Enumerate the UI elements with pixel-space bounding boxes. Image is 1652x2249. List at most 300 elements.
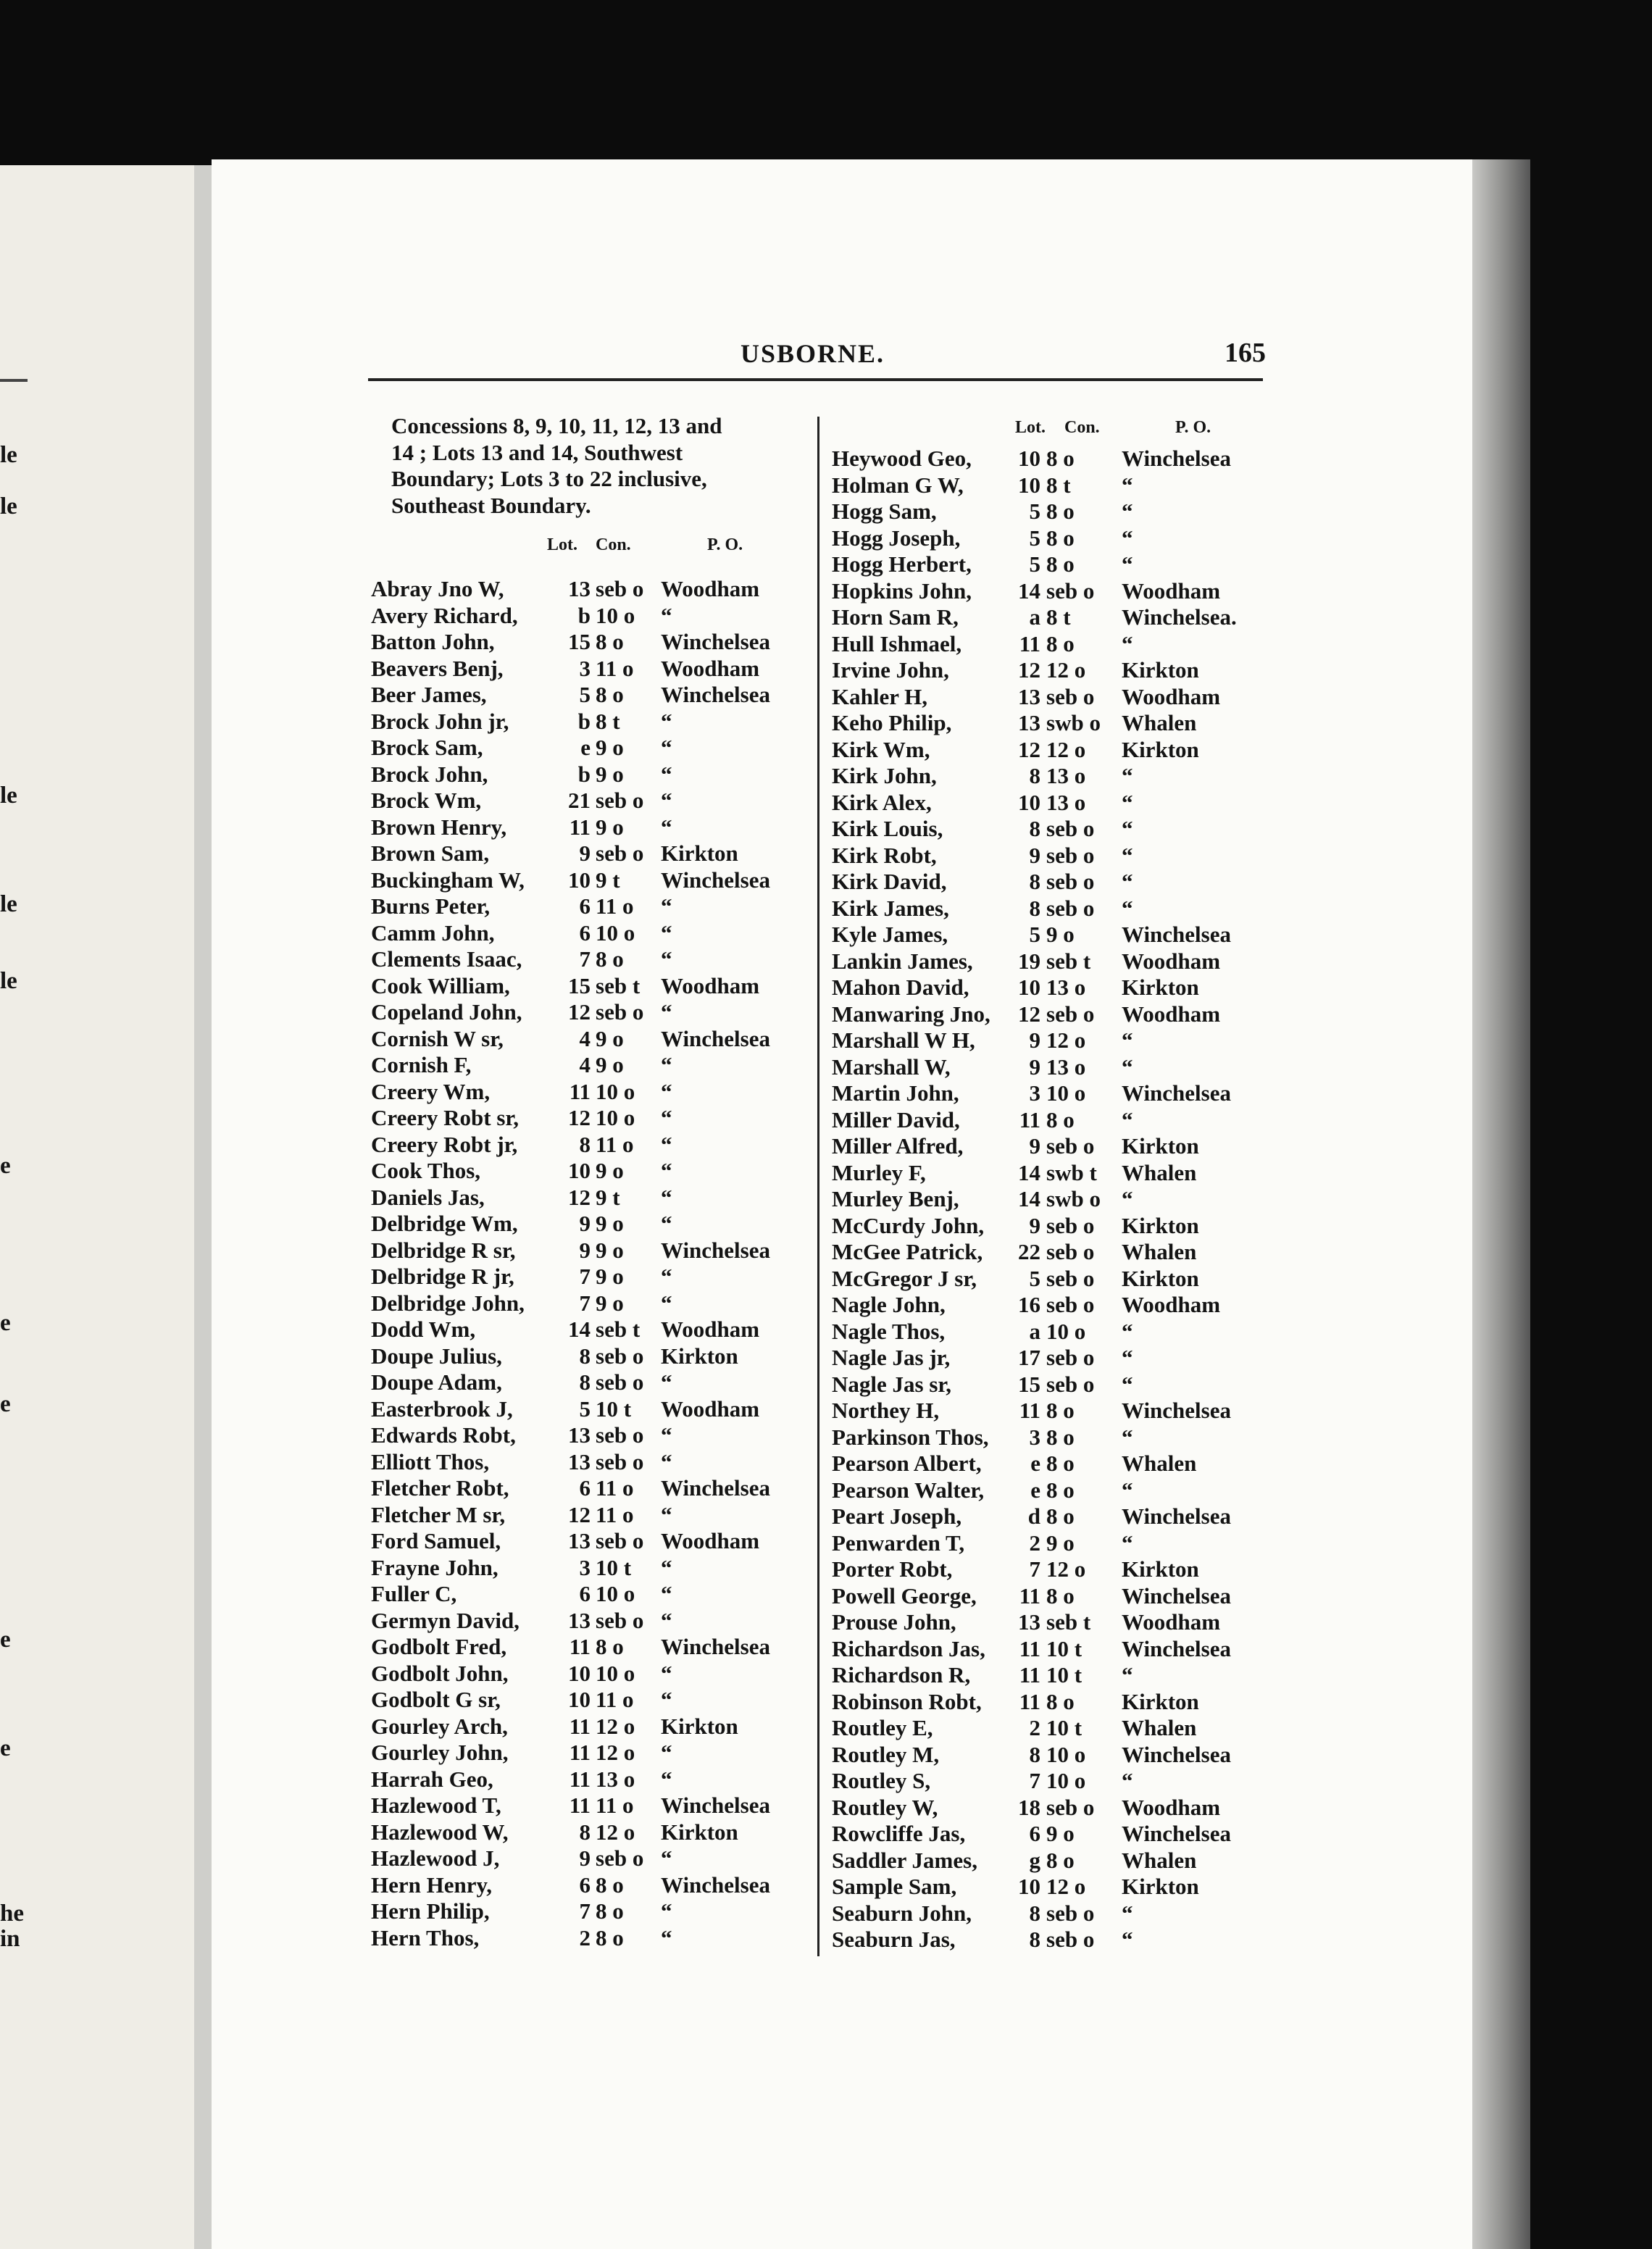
entry-lot: 7 [579, 946, 591, 972]
entry-row [832, 896, 1267, 922]
entry-po: “ [661, 1158, 672, 1183]
entry-lot: 14 [1018, 1186, 1040, 1211]
entry-row [832, 1795, 1267, 1822]
entry-lot: 2 [579, 1924, 591, 1950]
entry-lot: 6 [579, 919, 591, 946]
entry-name: Cornish F, [371, 1052, 472, 1077]
entry-name: Camm John, [371, 919, 495, 946]
entry-con: 13 o [1046, 763, 1086, 788]
entry-po: Winchelsea [1122, 1080, 1231, 1106]
left-page-edge [0, 165, 194, 2249]
intro-line: Concessions 8, 9, 10, 11, 12, 13 and [391, 413, 722, 438]
entry-lot: 10 [568, 1687, 591, 1712]
entry-lot: 12 [1018, 1001, 1040, 1027]
entry-name: Brock John jr, [371, 708, 509, 734]
entry-lot: 6 [1029, 1821, 1040, 1846]
entry-con: 10 t [596, 1395, 632, 1422]
entry-name: Prouse John, [832, 1609, 956, 1635]
entry-po: “ [1122, 1927, 1133, 1952]
entry-name: Nagle John, [832, 1292, 946, 1317]
intro-line: Southeast Boundary. [391, 492, 591, 518]
entry-row [371, 1714, 806, 1740]
entry-po: “ [661, 814, 672, 840]
entry-row [371, 762, 806, 788]
entry-name: Richardson R, [832, 1662, 971, 1687]
entry-con: 8 o [1046, 446, 1075, 471]
entry-row [371, 1211, 806, 1238]
entry-po: “ [661, 1105, 672, 1130]
entry-con: 10 o [1046, 1318, 1086, 1344]
entry-name: Kirk James, [832, 895, 949, 921]
entry-con: seb o [1046, 1371, 1095, 1397]
entry-lot: 12 [1018, 736, 1040, 762]
entry-po: “ [661, 1184, 672, 1210]
entry-lot: 9 [1029, 1133, 1040, 1159]
entry-con: 13 o [1046, 789, 1086, 815]
column-divider [817, 417, 819, 1956]
entry-con: 9 o [1046, 1821, 1075, 1846]
entry-name: Doupe Adam, [371, 1369, 502, 1395]
entry-lot: 7 [579, 1290, 591, 1316]
entry-row [371, 1343, 806, 1370]
entry-po: Woodham [661, 576, 760, 601]
entry-con: 10 o [596, 1660, 635, 1686]
entry-row [371, 920, 806, 947]
entry-name: Brock John, [371, 761, 488, 787]
entry-po: Whalen [1122, 710, 1197, 735]
entry-row [371, 735, 806, 762]
entry-row [371, 1766, 806, 1793]
entry-po: Kirkton [1122, 1874, 1199, 1899]
entry-po: Winchelsea. [1122, 604, 1237, 630]
entry-lot: 11 [569, 1634, 591, 1659]
intro-line: Boundary; Lots 3 to 22 inclusive, [391, 466, 707, 491]
entry-name: Hogg Joseph, [832, 525, 961, 551]
entry-name: Hull Ishmael, [832, 630, 962, 656]
entry-lot: 11 [569, 1078, 591, 1104]
entry-lot: 8 [579, 1819, 591, 1845]
entry-lot: 12 [568, 999, 591, 1025]
entry-con: 11 o [596, 655, 634, 681]
entry-po: “ [1122, 1530, 1133, 1556]
entry-con: seb o [596, 1845, 644, 1871]
entry-name: Batton John, [371, 629, 495, 654]
entry-lot: 2 [1029, 1715, 1040, 1740]
entry-lot: 9 [579, 1845, 591, 1871]
entry-con: seb t [1046, 1609, 1091, 1635]
entry-po: “ [1122, 763, 1133, 788]
entry-lot: 5 [1029, 922, 1040, 947]
entry-con: seb o [596, 1422, 644, 1448]
entry-name: Harrah Geo, [371, 1766, 493, 1792]
entry-po: “ [1122, 895, 1133, 921]
entry-con: 8 o [1046, 1451, 1075, 1476]
entry-lot: 6 [579, 1581, 591, 1606]
entry-row [832, 1027, 1267, 1054]
entry-po: “ [661, 1131, 672, 1157]
entry-row [832, 1001, 1267, 1028]
entry-row [832, 472, 1267, 499]
entry-row [371, 709, 806, 735]
entry-row [371, 1026, 806, 1053]
entry-lot: 5 [579, 1395, 591, 1422]
entry-lot: 10 [1018, 472, 1040, 498]
entry-row [832, 790, 1267, 817]
entry-con: 8 o [1046, 1106, 1075, 1132]
entry-row [371, 814, 806, 841]
entry-lot: b [577, 602, 591, 628]
entry-row [832, 1848, 1267, 1874]
entry-row [371, 1317, 806, 1343]
intro-line: 14 ; Lots 13 and 14, Southwest [391, 439, 683, 465]
entry-row [832, 1874, 1267, 1900]
entry-name: Copeland John, [371, 999, 522, 1025]
entry-lot: 10 [568, 1158, 591, 1183]
entry-con: 8 o [596, 1872, 624, 1898]
entry-lot: 3 [579, 655, 591, 681]
entry-con: seb o [1046, 1345, 1095, 1370]
entry-name: Horn Sam R, [832, 604, 959, 630]
entry-con: 8 t [596, 708, 620, 734]
entry-row [832, 1636, 1267, 1663]
entry-lot: b [577, 761, 591, 787]
entry-name: Delbridge R sr, [371, 1237, 516, 1263]
entry-name: Irvine John, [832, 657, 949, 683]
entry-po: “ [661, 1422, 672, 1448]
entry-name: Gourley Arch, [371, 1713, 508, 1739]
entry-po: “ [661, 788, 672, 813]
entry-con: 8 o [1046, 630, 1075, 656]
entry-po: Kirkton [661, 1713, 738, 1739]
entry-name: Parkinson Thos, [832, 1424, 989, 1450]
entry-lot: 3 [1029, 1080, 1040, 1106]
entry-lot: d [1027, 1503, 1040, 1529]
entry-name: Cook William, [371, 972, 510, 998]
entry-con: seb o [1046, 683, 1095, 709]
entry-lot: 8 [579, 1343, 591, 1369]
entry-lot: 6 [579, 893, 591, 919]
entry-row [371, 1502, 806, 1529]
entry-name: Penwarden T, [832, 1530, 965, 1556]
entry-row [832, 1186, 1267, 1213]
entry-row [371, 1687, 806, 1714]
entry-po: Winchelsea [661, 1025, 770, 1051]
entry-row [371, 946, 806, 973]
po-header: P. O. [1175, 418, 1211, 437]
entry-row [832, 1821, 1267, 1848]
entry-lot: 7 [579, 1898, 591, 1924]
entry-po: “ [1122, 1106, 1133, 1132]
entry-con: 8 o [596, 946, 624, 972]
entry-name: Hern Henry, [371, 1872, 493, 1898]
left-page-rule [0, 379, 28, 382]
entry-po: Winchelsea [661, 1872, 770, 1898]
entry-name: Nagle Jas sr, [832, 1371, 952, 1397]
entry-lot: 12 [568, 1501, 591, 1527]
entry-name: Delbridge R jr, [371, 1264, 514, 1289]
entry-name: Martin John, [832, 1080, 959, 1106]
entry-row [371, 867, 806, 894]
entry-row [832, 1213, 1267, 1240]
entry-row [832, 498, 1267, 525]
entry-po: “ [661, 1766, 672, 1792]
entry-row [371, 1608, 806, 1635]
entry-lot: 12 [1018, 657, 1040, 683]
entry-lot: 3 [579, 1554, 591, 1580]
entry-row [832, 975, 1267, 1001]
entry-con: 11 o [596, 1475, 634, 1501]
entry-po: “ [1122, 525, 1133, 551]
entry-lot: 8 [579, 1131, 591, 1157]
entry-po: Kirkton [1122, 736, 1199, 762]
entry-name: Mahon David, [832, 975, 969, 1000]
entry-lot: 14 [1018, 577, 1040, 604]
entry-con: 10 o [596, 1581, 635, 1606]
entry-con: 11 o [596, 1131, 634, 1157]
entry-row [832, 816, 1267, 843]
entry-name: Seaburn Jas, [832, 1927, 956, 1952]
entry-name: Beavers Benj, [371, 655, 504, 681]
entry-row [371, 576, 806, 603]
entry-po: “ [1122, 1345, 1133, 1370]
entry-con: seb o [1046, 816, 1095, 841]
entry-po: Woodham [661, 1528, 760, 1553]
entry-lot: 11 [1019, 1662, 1040, 1687]
entry-po: Whalen [1122, 1715, 1197, 1740]
entry-po: Kirkton [1122, 1556, 1199, 1582]
entry-con: seb t [596, 972, 641, 998]
entry-row [832, 1239, 1267, 1266]
entry-row [371, 1872, 806, 1899]
entry-con: 9 o [596, 1237, 624, 1263]
entry-row [371, 603, 806, 630]
entry-lot: 13 [1018, 1609, 1040, 1635]
entry-con: 12 o [1046, 1027, 1086, 1053]
entry-name: Beer James, [371, 682, 487, 707]
entry-name: Routley M, [832, 1741, 940, 1767]
entry-lot: 11 [1019, 1106, 1040, 1132]
intro-paragraph [391, 413, 801, 519]
entry-row [832, 1054, 1267, 1081]
entry-con: 8 o [1046, 1582, 1075, 1608]
entry-name: Delbridge Wm, [371, 1211, 518, 1236]
entry-row [371, 1449, 806, 1476]
entry-po: Winchelsea [1122, 1821, 1231, 1846]
entry-row [832, 1768, 1267, 1795]
entry-po: “ [661, 946, 672, 972]
left-page-fragment: le [0, 968, 17, 994]
entry-name: Kyle James, [832, 922, 948, 947]
entry-po: Winchelsea [661, 1793, 770, 1818]
entry-con: 8 o [1046, 1503, 1075, 1529]
entry-con: seb o [596, 788, 644, 813]
entry-po: Kirkton [1122, 657, 1199, 683]
entry-con: swb o [1046, 710, 1101, 735]
entry-con: swb o [1046, 1186, 1101, 1211]
entry-lot: 9 [1029, 842, 1040, 868]
entry-con: seb o [596, 1607, 644, 1633]
entry-con: seb t [1046, 948, 1091, 974]
entry-po: “ [661, 1448, 672, 1474]
entry-po: Woodham [661, 655, 760, 681]
entry-name: Rowcliffe Jas, [832, 1821, 966, 1846]
entry-po: Winchelsea [661, 1475, 770, 1501]
entry-name: Brock Sam, [371, 735, 483, 760]
con-header: Con. [1064, 418, 1100, 437]
entry-po: Kirkton [661, 1343, 738, 1369]
entry-row [832, 948, 1267, 975]
entry-row [371, 1661, 806, 1687]
entry-con: 10 t [1046, 1662, 1082, 1687]
entry-con: 10 o [596, 1078, 635, 1104]
entry-row [832, 1927, 1267, 1953]
entry-lot: 9 [579, 1237, 591, 1263]
entry-name: Saddler James, [832, 1847, 977, 1873]
entry-con: 8 o [1046, 525, 1075, 551]
entry-con: 11 o [596, 1501, 634, 1527]
entry-con: 8 o [1046, 1424, 1075, 1450]
entry-name: Hazlewood T, [371, 1793, 501, 1818]
entry-lot: 13 [1018, 683, 1040, 709]
entry-row [371, 1238, 806, 1264]
entry-row [371, 1581, 806, 1608]
entry-lot: e [1030, 1477, 1040, 1503]
entry-name: Cook Thos, [371, 1158, 481, 1183]
entry-lot: 10 [568, 867, 591, 893]
entry-con: seb o [596, 576, 644, 601]
entry-lot: 6 [579, 1475, 591, 1501]
entry-con: seb o [596, 1528, 644, 1553]
entry-po: “ [661, 708, 672, 734]
entry-lot: 13 [1018, 710, 1040, 735]
entry-name: McGregor J sr, [832, 1265, 977, 1291]
entry-lot: 10 [568, 1660, 591, 1686]
left-page-fragment: e [0, 1391, 11, 1417]
left-page-fragment: e [0, 1153, 11, 1179]
entry-po: “ [661, 1501, 672, 1527]
entry-name: Kirk Robt, [832, 842, 937, 868]
entry-lot: 11 [1019, 1635, 1040, 1661]
entry-lot: 8 [579, 1369, 591, 1395]
entry-row [371, 1185, 806, 1211]
entry-lot: 8 [1029, 895, 1040, 921]
entry-po: Kirkton [1122, 1265, 1199, 1291]
entry-row [832, 1451, 1267, 1477]
entry-name: Robinson Robt, [832, 1688, 982, 1714]
entry-po: “ [1122, 1424, 1133, 1450]
entry-name: Edwards Robt, [371, 1422, 516, 1448]
entry-row [832, 1662, 1267, 1689]
entry-po: “ [661, 1687, 672, 1712]
entry-po: Woodham [1122, 683, 1221, 709]
entry-name: Fletcher M sr, [371, 1501, 506, 1527]
entry-row [832, 1609, 1267, 1636]
entry-name: Hazlewood J, [371, 1845, 500, 1871]
entry-lot: 4 [579, 1025, 591, 1051]
entry-row [832, 1292, 1267, 1319]
entry-row [371, 1634, 806, 1661]
entry-lot: 13 [568, 576, 591, 601]
entry-name: Hazlewood W, [371, 1819, 509, 1845]
entry-row [371, 1475, 806, 1502]
entry-lot: 11 [1019, 630, 1040, 656]
entry-con: 11 o [596, 1793, 634, 1818]
entry-lot: 8 [1029, 763, 1040, 788]
entry-row [371, 893, 806, 920]
entry-lot: b [577, 708, 591, 734]
entry-con: 13 o [1046, 975, 1086, 1000]
entry-name: Keho Philip, [832, 710, 952, 735]
entry-po: Whalen [1122, 1159, 1197, 1185]
entry-name: Murley Benj, [832, 1186, 959, 1211]
entry-row [371, 1898, 806, 1925]
entry-row [832, 578, 1267, 605]
entry-po: Woodham [661, 1395, 760, 1422]
entry-con: 8 o [596, 1924, 624, 1950]
entry-con: swb t [1046, 1159, 1097, 1185]
entry-po: “ [1122, 1900, 1133, 1926]
entry-po: “ [661, 1211, 672, 1236]
entry-po: “ [1122, 842, 1133, 868]
entry-row [832, 1583, 1267, 1610]
entry-con: 9 o [596, 1158, 624, 1183]
entry-lot: 7 [579, 1264, 591, 1289]
left-page-fragment: e [0, 1735, 11, 1761]
entry-name: McCurdy John, [832, 1212, 985, 1238]
entry-row [371, 1528, 806, 1555]
entry-po: Whalen [1122, 1239, 1197, 1264]
entry-po: Woodham [1122, 948, 1221, 974]
entry-name: Germyn David, [371, 1607, 520, 1633]
entry-name: Manwaring Jno, [832, 1001, 990, 1027]
entry-name: Porter Robt, [832, 1556, 953, 1582]
entry-lot: 19 [1018, 948, 1040, 974]
entry-lot: 13 [568, 1422, 591, 1448]
entry-name: Gourley John, [371, 1740, 509, 1765]
entry-po: “ [1122, 1186, 1133, 1211]
entry-po: Kirkton [661, 840, 738, 866]
entry-lot: 11 [569, 1713, 591, 1739]
entry-lot: 3 [1029, 1424, 1040, 1450]
entry-con: 8 t [1046, 604, 1071, 630]
entry-row [832, 737, 1267, 764]
entry-con: 9 o [596, 1290, 624, 1316]
entry-po: Winchelsea [1122, 1398, 1231, 1423]
entry-name: Godbolt John, [371, 1660, 509, 1686]
entry-name: Kirk Alex, [832, 789, 932, 815]
entry-po: “ [1122, 472, 1133, 498]
left-page-fragment: le [0, 891, 17, 917]
entry-row [832, 1107, 1267, 1134]
entry-row [371, 1079, 806, 1106]
entry-lot: 21 [568, 788, 591, 813]
entry-po: “ [661, 1581, 672, 1606]
entry-con: 8 o [596, 682, 624, 707]
entry-con: 9 t [596, 1184, 620, 1210]
entry-row [832, 1398, 1267, 1424]
entry-row [832, 1160, 1267, 1187]
entry-con: 10 t [1046, 1635, 1082, 1661]
right-entries [832, 446, 1267, 1953]
entry-row [371, 1925, 806, 1952]
entry-name: Abray Jno W, [371, 576, 504, 601]
entry-lot: 8 [1029, 1741, 1040, 1767]
entry-row [371, 788, 806, 814]
entry-con: 10 o [596, 919, 635, 946]
entry-row [832, 551, 1267, 578]
entry-name: Kirk John, [832, 763, 937, 788]
entry-lot: 13 [568, 1528, 591, 1553]
